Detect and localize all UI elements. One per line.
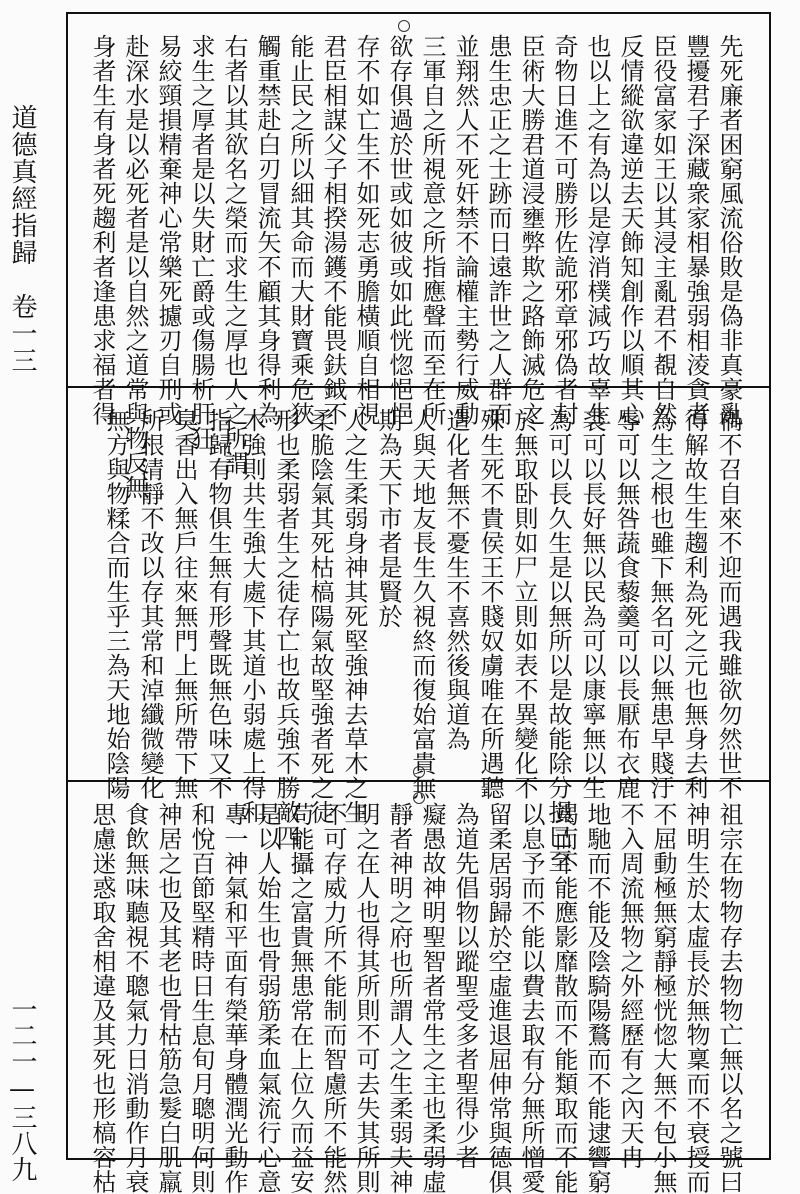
text-column: 也以上之有為以是淳消樸減巧故辜生 (583, 34, 611, 426)
text-column: 癡愚故神明聖智者常生之主也柔弱虛 (418, 802, 446, 1194)
text-column: 患生忠正之士跡而日遠詐世之人群而 (484, 34, 512, 426)
text-column: 神居之也及其老也骨枯筋急髮白肌羸 (154, 802, 182, 1194)
text-column: 右者以其欲名之榮而求生之厚也人之所謂 (220, 34, 248, 475)
running-title: 道德真經指歸 卷一三 (7, 104, 37, 374)
text-column: 靜者神明之府也所謂人之生柔弱夫神 (385, 802, 413, 1194)
text-column: 指歸有物俱生無有形聲既無色味又不 (204, 408, 232, 800)
text-column: 無方與物糅合而生乎三為天地始陰陽 (102, 408, 130, 800)
text-column: 君臣相謀父子相揆湯鑊不能畏鈇鉞不 (319, 34, 347, 426)
text-column: 赴深水是以必死者是以自然之道常與物反無 (121, 34, 149, 500)
text-column: 先死廉者困窮風流俗敗是偽非真豪亂 (715, 34, 743, 426)
page-number: 一二一—三八九 (7, 996, 37, 1182)
text-column: 並翔然人不死奸禁不論權主勢行威動 (451, 34, 479, 426)
text-column: 存不如亡生不如死志勇膽橫順自相視 (352, 34, 380, 426)
text-column: 專一神氣和平面有榮華身體潤光動作 (220, 802, 248, 1194)
text-columns (85, 34, 745, 500)
text-column: 三軍自之所視意之所指應聲而至在所 (418, 34, 446, 426)
text-column: 禍不召自來不迎而遇我雖欲勿然世不 (714, 408, 742, 800)
text-column: 為可以長久生是以無所以是故能除分損巳至 (544, 408, 572, 874)
text-column: 求生之厚者是以失財亡爵或傷腸析肝狂 (187, 34, 215, 451)
text-column: 地馳而不能及陰騎陽鶩而不能逮響窮 (583, 802, 611, 1194)
text-column: 為道先倡物以蹤聖受多者聖得少者 (451, 802, 479, 1170)
text-column: 食飲無味聽視不聰氣力日消動作月衰 (121, 802, 149, 1194)
text-column: 明之在人也得其所則不可去失其所則 (352, 802, 380, 1194)
text-column: 不可存威力所不能制而智慮所不能然 (319, 802, 347, 1194)
text-section-upper (66, 14, 771, 500)
text-column: 能止民之所以細其命而大財寶乘危狹 (286, 34, 314, 426)
text-column: 留柔居弱歸於空虛進退屈伸常與德俱 (484, 802, 512, 1194)
text-column: 豐擾君子深藏衆家相暴強弱相淩貪者 (682, 34, 710, 426)
text-column: 得解故生生趨利為死之元也無身去利 (680, 408, 708, 800)
text-column: 人與天地友長生久視終而復始富貴無 (408, 408, 436, 800)
text-column: 形也柔弱者生之徒存亡也故兵強不勝敵四 (272, 408, 300, 849)
text-column: 竭而不能應影靡散而不能類取而不能 (550, 802, 578, 1194)
text-column: 苟能攝之富貴無患常在上位久而益安 (286, 802, 314, 1194)
text-column: 身者生有身者死趨利者逢患求福者得 (88, 34, 116, 426)
text-columns (85, 802, 745, 1194)
text-column: 不屈動極無窮靜極恍惚大無不包小無 (649, 802, 677, 1194)
text-column: 臣役富家如王以其浸主亂君不覩自然 (649, 34, 677, 426)
text-column: 人之生柔弱身神其死堅強神去草木之生 (340, 408, 368, 825)
text-column: 所根清靜不改以存其常和淖纖微變化 (136, 408, 164, 800)
text-column: 以息予而不能以費去取有分無所憎愛 (517, 802, 545, 1194)
text-column: 臣術大勝君道浸壅弊欺之路飾滅危之 (517, 34, 545, 426)
text-column: 辱可以無咎蔬食藜羹可以長厭布衣鹿 (612, 408, 640, 800)
text-column: 木強則共生強大處下其道小弱處上得和 (238, 408, 266, 825)
text-column: 是以人始生也骨弱筋柔血氣流行心意 (253, 802, 281, 1194)
text-column: 反情縱欲違逆去天飾知創作以順其心 (616, 34, 644, 426)
text-column: 於無取卧則如尸立則如表不異變化不 (510, 408, 538, 800)
text-section-middle (66, 388, 771, 874)
text-column: 欲存俱過於世或如彼或如此恍惚悒悒 (385, 34, 413, 426)
text-column: 祖宗在物物存去物物亡無以名之號曰 (715, 802, 743, 1194)
text-column: 柔脆陰氣其死枯槁陽氣故堅強者死之徒 (306, 408, 334, 825)
text-columns (99, 408, 745, 874)
text-column: 觸重禁赴白刃冒流矢不顧其身得利為 (253, 34, 281, 426)
text-column: 殊生死不貴侯王不賤奴虜唯在所遇聽 (476, 408, 504, 800)
text-column: 造化者無不憂生不喜然後與道為 (442, 408, 470, 751)
text-column: 為生之根也雖下無名可以無患早賤汙 (646, 408, 674, 800)
text-column: 奇物日進不可勝形佐詭邪章邪偽者封 (550, 34, 578, 426)
text-column: 思慮迷惑取舍相違及其死也形槁容枯 (88, 802, 116, 1194)
text-column: 期為天下市者是賢於 (374, 408, 402, 629)
text-column: 和悅百節堅精時日生息旬月聰明何則 (187, 802, 215, 1194)
text-column: 易絞頸損精棄神心常樂死攄刃自刑或 (154, 34, 182, 426)
text-column: 神明生於太虛長於無物稟而不衰授而 (682, 802, 710, 1194)
text-column: 不入周流無物之外經歷有之內天冉 (616, 802, 644, 1170)
text-section-lower (66, 782, 771, 1194)
text-column: 裘可以長好無以民為可以康寧無以生 (578, 408, 606, 800)
text-column: 臭香出入無戶往來無門上無所帶下無 (170, 408, 198, 800)
